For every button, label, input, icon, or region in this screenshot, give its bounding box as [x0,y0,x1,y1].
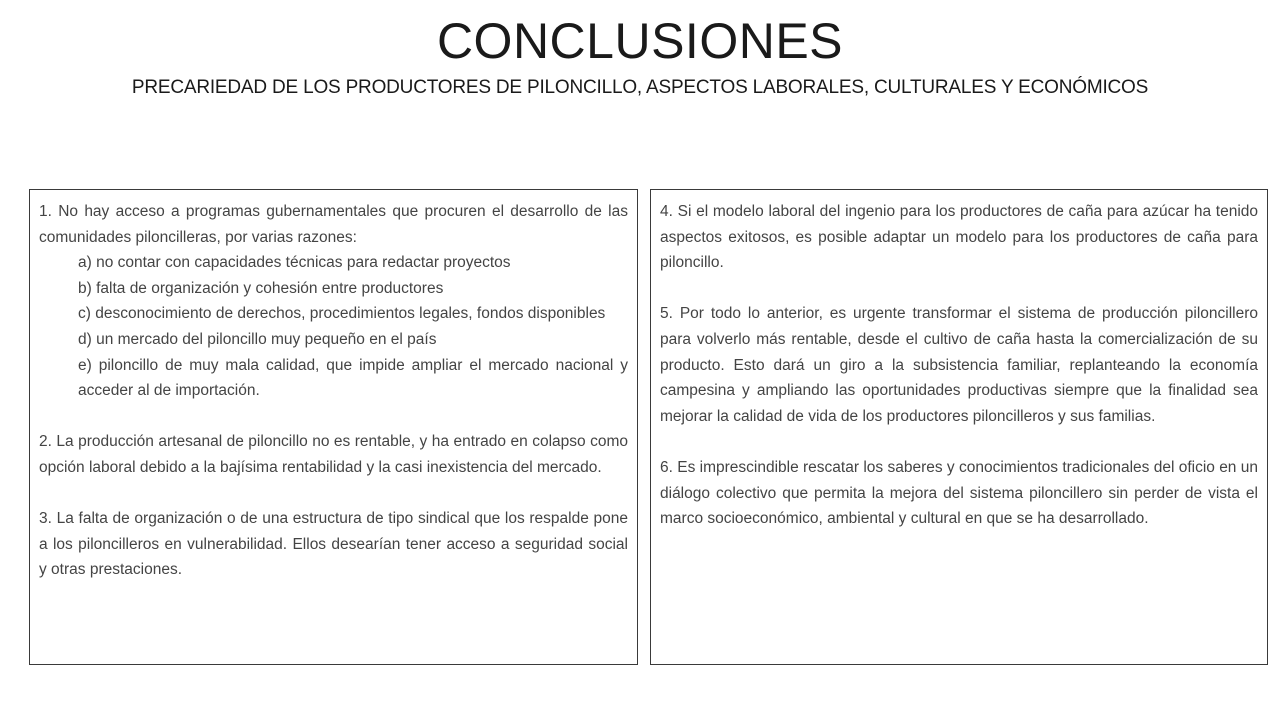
paragraph-spacer [39,481,628,507]
conclusion-6: 6. Es imprescindible rescatar los saberes y conocimientos tradicionales del oficio en un diálogo colectivo que permita la mejora del sistema piloncillero sin perder de vista el marco socioeconómico, ambiental y cultural en que se ha desarrollado. [660,458,1258,528]
reason-item-b: b) falta de organización y cohesión entre productores [78,279,444,297]
conclusion-4: 4. Si el modelo laboral del ingenio para los productores de caña para azúcar ha tenido aspectos exitosos, es posible adaptar un modelo para los productores de caña para piloncillo. [660,203,1258,272]
paragraph-spacer [660,276,1258,302]
conclusion-1-intro: 1. No hay acceso a programas gubernamentales que procuren el desarrollo de las comunidades piloncilleras, por varias razones: [39,203,628,246]
paragraph-spacer [39,404,628,430]
right-conclusions-panel [650,189,1268,665]
paragraph-spacer [660,429,1258,455]
slide-subtitle: PRECARIEDAD DE LOS PRODUCTORES DE PILONCILLO, ASPECTOS LABORALES, CULTURALES Y ECONÓMICOS [131,77,1149,98]
slide-title: CONCLUSIONES [436,13,844,69]
left-conclusions-panel [29,189,638,665]
reason-item-c: c) desconocimiento de derechos, procedimientos legales, fondos disponibles [78,305,606,323]
conclusion-1-reasons-list [39,250,628,404]
conclusion-5: 5. Por todo lo anterior, es urgente transformar el sistema de producción piloncillero para volverlo más rentable, desde el cultivo de caña hasta la comercialización de su producto. Esto dará un giro a la subsistencia familiar, replanteando la economía campesina y ampliando las oportunidades productivas siempre que la finalidad sea mejorar la calidad de vida de los productores piloncilleros y sus familias. [660,305,1258,425]
reason-item-a: a) no contar con capacidades técnicas para redactar proyectos [78,254,511,272]
reason-item-d: d) un mercado del piloncillo muy pequeño en el país [78,330,437,348]
reason-item-e: e) piloncillo de muy mala calidad, que impide ampliar el mercado nacional y acceder al de importación. [78,356,628,400]
conclusion-2: 2. La producción artesanal de piloncillo no es rentable, y ha entrado en colapso como opción laboral debido a la bajísima rentabilidad y la casi inexistencia del mercado. [39,433,628,476]
conclusion-3: 3. La falta de organización o de una estructura de tipo sindical que los respalde pone a los piloncilleros en vulnerabilidad. Ellos desearían tener acceso a seguridad social y otras prestaciones. [39,510,628,579]
